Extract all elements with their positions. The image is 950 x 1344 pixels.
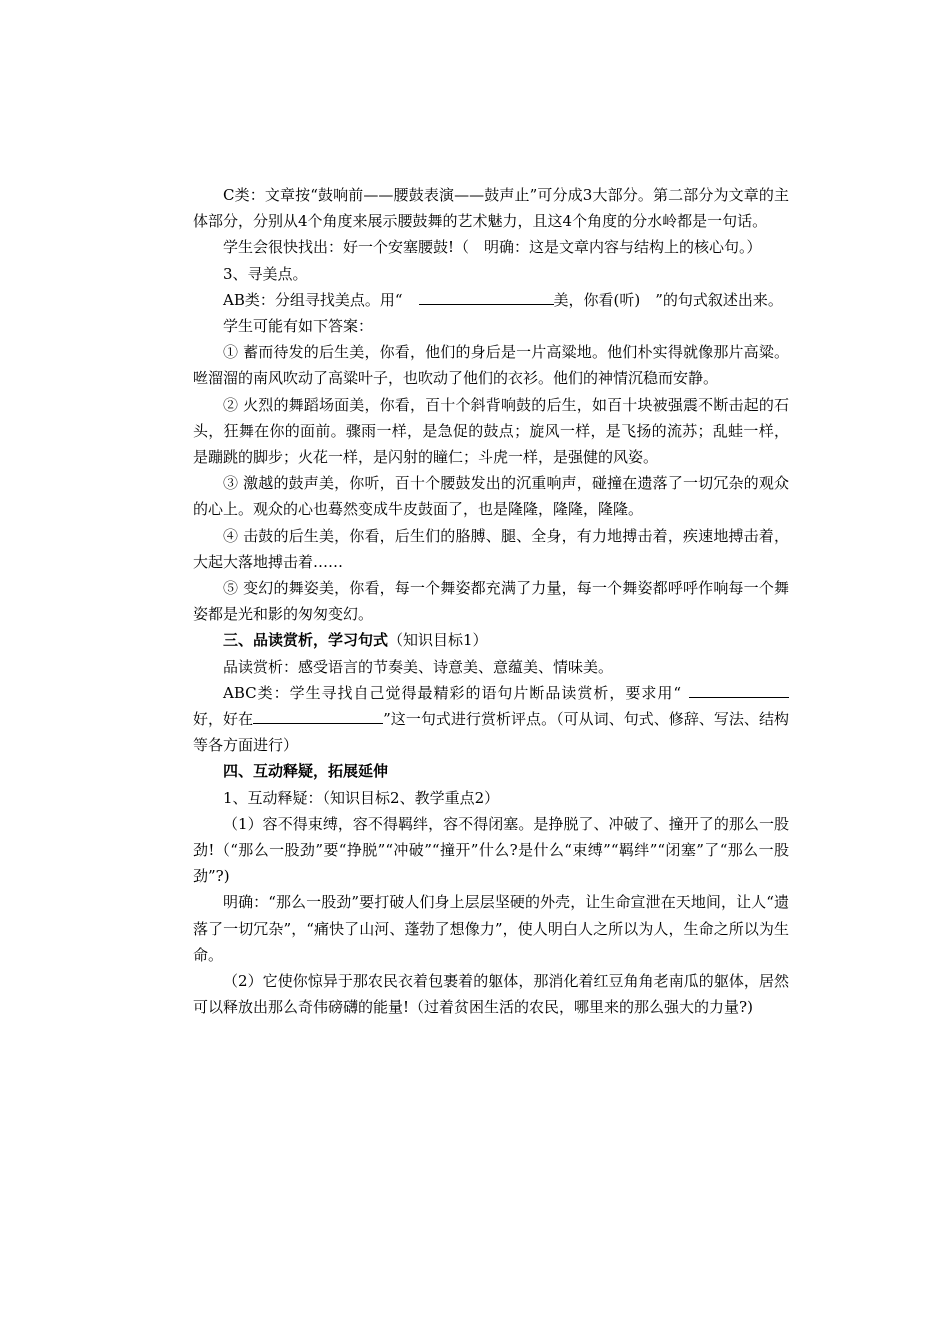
paragraph-core-sentence: 学生会很快找出：好一个安塞腰鼓!（ 明确：这是文章内容与结构上的核心句。） [223, 238, 762, 257]
paragraph-answer-3: ③ 激越的鼓声美，你听，百十个腰鼓发出的沉重响声，碰撞在遗落了一切冗杂的观众的心上。观众的心也蓦然变成牛皮鼓面了，也是隆隆，隆隆，隆隆。 [193, 474, 789, 519]
paragraph-question-2: （2）它使你惊异于那农民衣着包裹着的躯体，那消化着红豆角角老南瓜的躯体，居然可以释放出那么奇伟磅礴的能量!（过着贫困生活的农民，哪里来的那么强大的力量?) [193, 972, 789, 1017]
section-heading-3-note: （知识目标1） [388, 631, 488, 650]
section-heading-3 [193, 627, 789, 653]
paragraph-answer-1: ① 蓄而待发的后生美，你看，他们的身后是一片高粱地。他们朴实得就像那片高粱。咝溜溜的南风吹动了高粱叶子，也吹动了他们的衣衫。他们的神情沉稳而安静。 [193, 343, 789, 388]
paragraph-answer-4: ④ 击鼓的后生美，你看，后生们的胳膊、腿、全身，有力地搏击着，疾速地搏击着，大起大落地搏击着…… [193, 526, 789, 571]
ab-class-text-end: 美，你看(听) ”的句式叙述出来。 [553, 290, 783, 309]
paragraph-answer-5: ⑤ 变幻的舞姿美，你看，每一个舞姿都充满了力量，每一个舞姿都呼呼作响每一个舞姿都是光和影的匆匆变幻。 [193, 579, 789, 624]
paragraph-appreciation: 品读赏析：感受语言的节奏美、诗意美、意蕴美、情味美。 [223, 657, 614, 676]
fill-blank-line [755, 681, 789, 698]
section-heading-4: 四、互动释疑，拓展延伸 [223, 762, 389, 781]
abc-class-text-start: ABC类：学生寻找自己觉得最精彩的语句片断品读赏析，要求用“ [223, 683, 681, 702]
abc-class-text-end: ”这一句式进行赏析评点。（可从词、句式、修辞、写法、结构等各方面进行） [193, 710, 789, 755]
paragraph-ab-class [193, 287, 789, 313]
paragraph-clarification: 明确：“那么一股劲”要打破人们身上层层坚硬的外壳，让生命宣泄在天地间，让人“遗落了一切冗杂”，“痛快了山河、蓬勃了想像力”，使人明白人之所以为人，生命之所以为生命。 [193, 893, 789, 964]
paragraph-c-class: C类：文章按“鼓响前——腰鼓表演——鼓声止”可分成3大部分。第二部分为文章的主体部分，分别从4个角度来展示腰鼓舞的艺术魅力，且这4个角度的分水岭都是一句话。 [193, 186, 789, 231]
paragraph-interactive-qa: 1、互动释疑：（知识目标2、教学重点2） [223, 788, 500, 807]
paragraph-question-1: （1）容不得束缚，容不得羁绊，容不得闭塞。是挣脱了、冲破了、撞开了的那么一股劲!（“那么一股劲”要“挣脱”“冲破”“撞开”什么?是什么“束缚”“羁绊”“闭塞”了“那么一股劲”?) [193, 814, 789, 886]
document-page [193, 182, 789, 1021]
section-heading-3-title: 三、品读赏析，学习句式 [223, 631, 389, 650]
paragraph-possible-answers: 学生可能有如下答案： [223, 317, 374, 336]
fill-blank-line [253, 707, 383, 724]
fill-blank-line [419, 288, 554, 305]
paragraph-abc-class [193, 680, 789, 759]
ab-class-text-start: AB类：分组寻找美点。用“ [223, 290, 403, 309]
abc-class-text-mid: 好，好在 [193, 710, 254, 729]
fill-blank-line [689, 681, 755, 698]
paragraph-find-beauty: 3、寻美点。 [223, 264, 308, 283]
paragraph-answer-2: ② 火烈的舞蹈场面美，你看，百十个斜背响鼓的后生，如百十块被强震不断击起的石头，狂舞在你的面前。骤雨一样，是急促的鼓点；旋风一样，是飞扬的流苏；乱蛙一样，是蹦跳的脚步；火花一样，是闪射的瞳仁；斗虎一样，是强健的风姿。 [193, 395, 789, 467]
